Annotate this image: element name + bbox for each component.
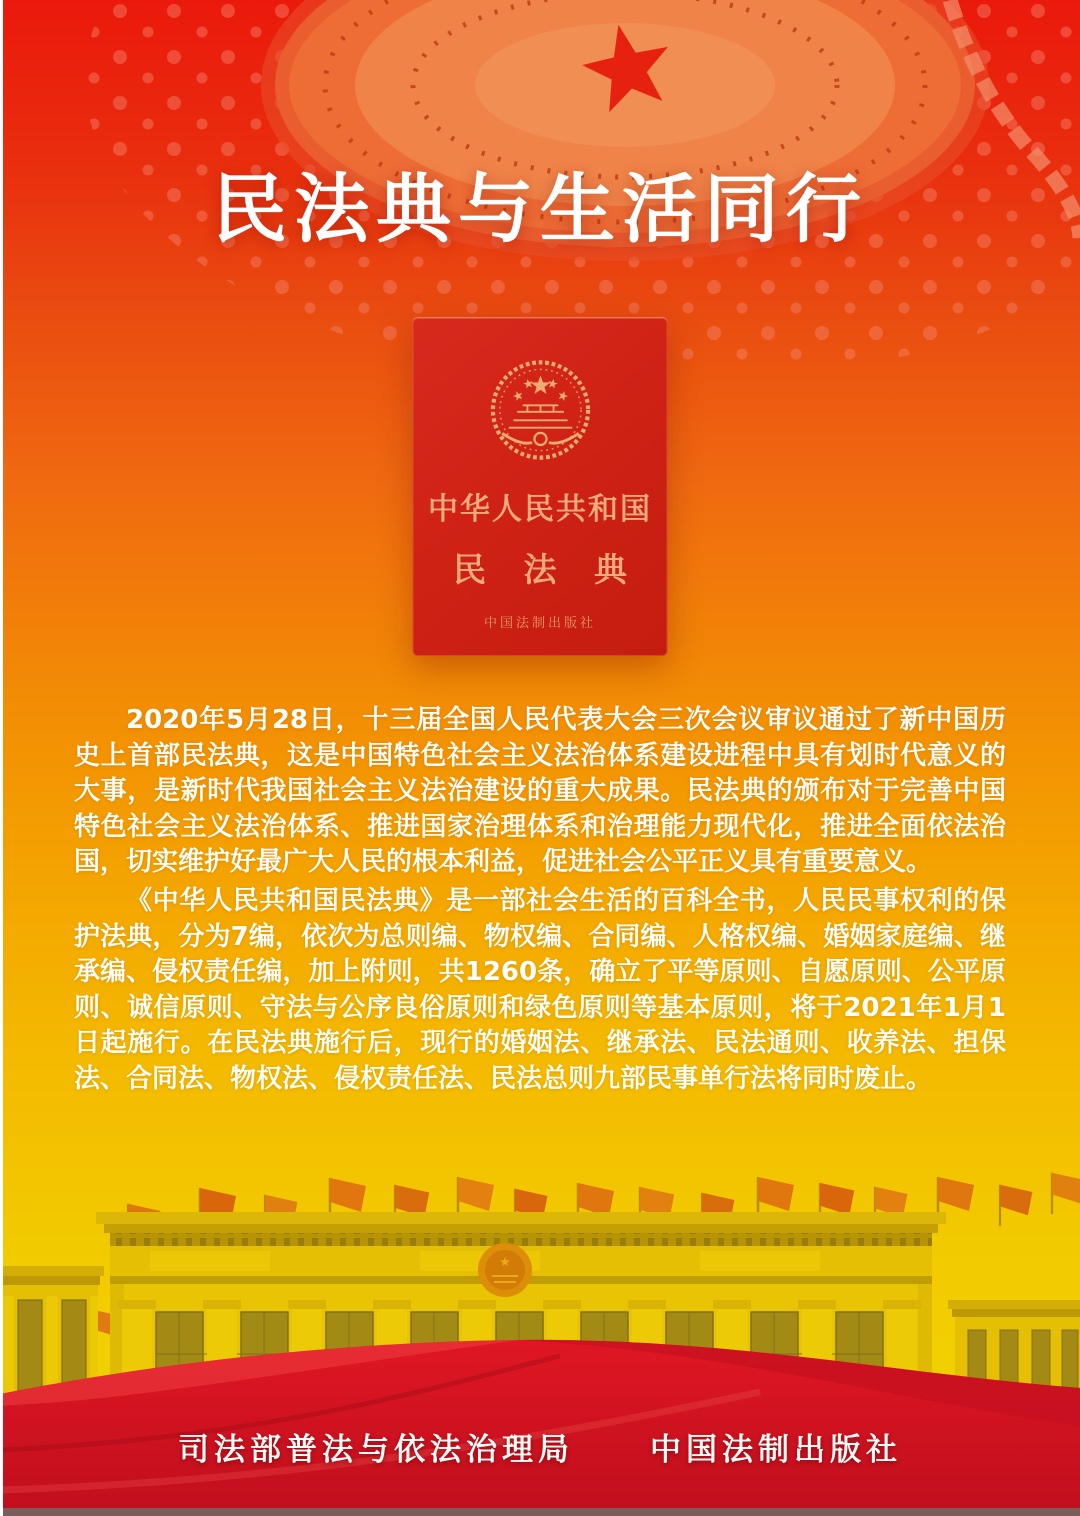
civil-code-book-cover [413,318,668,656]
footer-org-right: 中国法制出版社 [650,1432,902,1468]
red-ribbon [0,1330,1080,1516]
book-title-country: 中华人民共和国 [428,492,652,527]
book-title-name: 民 法 典 [453,550,640,589]
china-national-emblem-icon [484,354,596,466]
page-title: 民法典与生活同行 [211,165,868,253]
body-text [74,703,1006,1098]
paragraph-2: 《中华人民共和国民法典》是一部社会生活的百科全书，人民民事权利的保护法典，分为7编，依次为总则编、物权编、合同编、人格权编、婚姻家庭编、继承编、侵权责任编，加上附则，共1260条，确立了平等原则、自愿原则、公平原则、诚信原则、守法与公序良俗原则和绿色原则等基本原则，将于2021年1月1日起施行。在民法典施行后，现行的婚姻法、继承法、民法通则、收养法、担保法、合同法、物权法、侵权责任法、民法总则九部民事单行法将同时废止。 [74,885,1006,1094]
left-white-edge [0,0,3,1516]
book-publisher: 中国法制出版社 [483,616,596,631]
facade-emblem-icon [478,1243,532,1297]
paragraph-1: 2020年5月28日，十三届全国人民代表大会三次会议审议通过了新中国历史上首部民法典，这是中国特色社会主义法治体系建设进程中具有划时代意义的大事，是新时代我国社会主义法治建设的重大成果。民法典的颁布对于完善中国特色社会主义法治体系、推进国家治理体系和治理能力现代化，推进全面依法治国，切实维护好最广大人民的根本利益，促进社会公平正义具有重要意义。 [74,705,1006,878]
footer-org-left: 司法部普法与依法治理局 [178,1432,574,1468]
footer-credits [0,1424,1080,1469]
